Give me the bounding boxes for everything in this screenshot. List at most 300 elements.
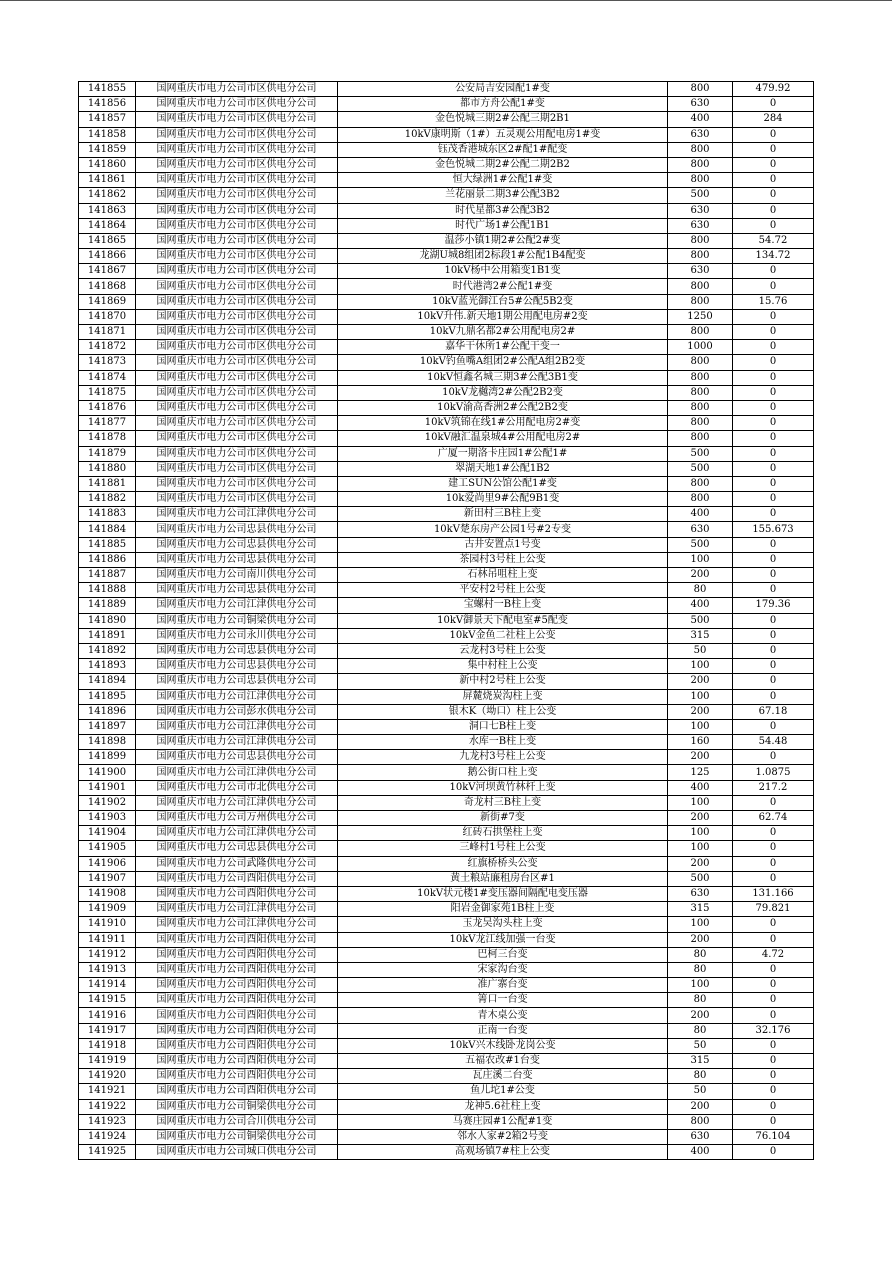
table-row [79, 416, 814, 431]
table-row [79, 309, 814, 324]
capacity-cell: 80 [668, 1069, 733, 1084]
transformer-name-cell: 广厦一期洛卡庄园1#公配1# [338, 446, 668, 461]
company-cell: 国网重庆市电力公司市区供电分公司 [136, 264, 338, 279]
transformer-name-cell: 嘉华干休所1#公配干变一 [338, 340, 668, 355]
row-id-cell: 141909 [79, 902, 136, 917]
capacity-cell: 630 [668, 886, 733, 901]
value-cell: 0 [733, 932, 814, 947]
capacity-cell: 200 [668, 704, 733, 719]
company-cell: 国网重庆市电力公司南川供电分公司 [136, 568, 338, 583]
transformer-name-cell: 正南一台变 [338, 1023, 668, 1038]
row-id-cell: 141889 [79, 598, 136, 613]
value-cell: 0 [733, 97, 814, 112]
capacity-cell: 400 [668, 598, 733, 613]
row-id-cell: 141921 [79, 1084, 136, 1099]
company-cell: 国网重庆市电力公司江津供电分公司 [136, 902, 338, 917]
table-row [79, 203, 814, 218]
table-row [79, 917, 814, 932]
transformer-name-cell: 10kV状元楼1#变压器间隔配电变压器 [338, 886, 668, 901]
table-row [79, 659, 814, 674]
value-cell: 62.74 [733, 811, 814, 826]
value-cell: 0 [733, 993, 814, 1008]
table-row [79, 826, 814, 841]
table-row [79, 142, 814, 157]
capacity-cell: 500 [668, 461, 733, 476]
transformer-name-cell: 10kV筑锦在线1#公用配电房2#变 [338, 416, 668, 431]
transformer-name-cell: 青木桌公变 [338, 1008, 668, 1023]
row-id-cell: 141898 [79, 735, 136, 750]
company-cell: 国网重庆市电力公司酉阳供电分公司 [136, 932, 338, 947]
capacity-cell: 200 [668, 750, 733, 765]
table-row [79, 279, 814, 294]
transformer-name-cell: 公安局吉安园配1#变 [338, 82, 668, 97]
company-cell: 国网重庆市电力公司铜梁供电分公司 [136, 613, 338, 628]
capacity-cell: 800 [668, 385, 733, 400]
table-row [79, 871, 814, 886]
capacity-cell: 200 [668, 932, 733, 947]
company-cell: 国网重庆市电力公司江津供电分公司 [136, 689, 338, 704]
capacity-cell: 800 [668, 82, 733, 97]
row-id-cell: 141859 [79, 142, 136, 157]
row-id-cell: 141901 [79, 780, 136, 795]
table-row [79, 385, 814, 400]
value-cell: 0 [733, 476, 814, 491]
row-id-cell: 141917 [79, 1023, 136, 1038]
transformer-name-cell: 10kV康明斯（1#）五灵观公用配电房1#变 [338, 127, 668, 142]
value-cell: 0 [733, 1145, 814, 1160]
capacity-cell: 200 [668, 1008, 733, 1023]
row-id-cell: 141873 [79, 355, 136, 370]
capacity-cell: 500 [668, 446, 733, 461]
value-cell: 0 [733, 416, 814, 431]
transformer-name-cell: 时代广场1#公配1B1 [338, 218, 668, 233]
value-cell: 0 [733, 643, 814, 658]
table-row [79, 355, 814, 370]
transformer-name-cell: 平安村2号柱上公变 [338, 583, 668, 598]
value-cell: 0 [733, 507, 814, 522]
table-row [79, 325, 814, 340]
row-id-cell: 141888 [79, 583, 136, 598]
capacity-cell: 500 [668, 613, 733, 628]
transformer-name-cell: 新中村2号柱上公变 [338, 674, 668, 689]
value-cell: 0 [733, 309, 814, 324]
row-id-cell: 141908 [79, 886, 136, 901]
row-id-cell: 141881 [79, 476, 136, 491]
value-cell: 0 [733, 1069, 814, 1084]
transformer-name-cell: 都市方舟公配1#变 [338, 97, 668, 112]
value-cell: 0 [733, 325, 814, 340]
capacity-cell: 500 [668, 871, 733, 886]
table-row [79, 978, 814, 993]
company-cell: 国网重庆市电力公司市区供电分公司 [136, 112, 338, 127]
transformer-name-cell: 鱼儿坨1#公变 [338, 1084, 668, 1099]
value-cell: 0 [733, 978, 814, 993]
capacity-cell: 100 [668, 917, 733, 932]
value-cell: 0 [733, 674, 814, 689]
transformer-name-cell: 马赛庄园#1公配#1变 [338, 1114, 668, 1129]
row-id-cell: 141886 [79, 552, 136, 567]
capacity-cell: 800 [668, 233, 733, 248]
company-cell: 国网重庆市电力公司市区供电分公司 [136, 476, 338, 491]
row-id-cell: 141907 [79, 871, 136, 886]
company-cell: 国网重庆市电力公司市区供电分公司 [136, 370, 338, 385]
table-row [79, 1023, 814, 1038]
company-cell: 国网重庆市电力公司市区供电分公司 [136, 431, 338, 446]
table-row [79, 1084, 814, 1099]
transformer-name-cell: 10kV杨中公用箱变1B1变 [338, 264, 668, 279]
table-row [79, 1054, 814, 1069]
capacity-cell: 800 [668, 249, 733, 264]
row-id-cell: 141911 [79, 932, 136, 947]
capacity-cell: 630 [668, 203, 733, 218]
table-row [79, 947, 814, 962]
transformer-name-cell: 10kV御景天下配电室#5配变 [338, 613, 668, 628]
capacity-cell: 200 [668, 856, 733, 871]
company-cell: 国网重庆市电力公司酉阳供电分公司 [136, 1023, 338, 1038]
company-cell: 国网重庆市电力公司市区供电分公司 [136, 97, 338, 112]
table-row [79, 856, 814, 871]
row-id-cell: 141895 [79, 689, 136, 704]
transformer-name-cell: 10kV九鼎名都2#公用配电房2# [338, 325, 668, 340]
capacity-cell: 315 [668, 1054, 733, 1069]
value-cell: 0 [733, 628, 814, 643]
table-row [79, 173, 814, 188]
table-row [79, 264, 814, 279]
transformer-name-cell: 水库一B柱上变 [338, 735, 668, 750]
company-cell: 国网重庆市电力公司酉阳供电分公司 [136, 871, 338, 886]
transformer-name-cell: 钰茂香港城东区2#配1#配变 [338, 142, 668, 157]
value-cell: 284 [733, 112, 814, 127]
value-cell: 0 [733, 264, 814, 279]
row-id-cell: 141882 [79, 492, 136, 507]
value-cell: 0 [733, 917, 814, 932]
transformer-name-cell: 云龙村3号柱上公变 [338, 643, 668, 658]
value-cell: 0 [733, 795, 814, 810]
capacity-cell: 1000 [668, 340, 733, 355]
company-cell: 国网重庆市电力公司市区供电分公司 [136, 233, 338, 248]
table-row [79, 370, 814, 385]
value-cell: 0 [733, 1114, 814, 1129]
row-id-cell: 141906 [79, 856, 136, 871]
company-cell: 国网重庆市电力公司市区供电分公司 [136, 203, 338, 218]
company-cell: 国网重庆市电力公司酉阳供电分公司 [136, 1038, 338, 1053]
table-row [79, 735, 814, 750]
row-id-cell: 141879 [79, 446, 136, 461]
capacity-cell: 800 [668, 476, 733, 491]
capacity-cell: 100 [668, 719, 733, 734]
transformer-name-cell: 10kV升伟.新天地1期公用配电房#2变 [338, 309, 668, 324]
value-cell: 0 [733, 1038, 814, 1053]
row-id-cell: 141869 [79, 294, 136, 309]
company-cell: 国网重庆市电力公司城口供电分公司 [136, 1145, 338, 1160]
row-id-cell: 141864 [79, 218, 136, 233]
value-cell: 179.36 [733, 598, 814, 613]
table-row [79, 446, 814, 461]
transformer-name-cell: 五福农改#1台变 [338, 1054, 668, 1069]
transformer-name-cell: 三峰村1号柱上公变 [338, 841, 668, 856]
value-cell: 0 [733, 142, 814, 157]
transformer-name-cell: 龙湖U城8组团2标段1#公配1B4配变 [338, 249, 668, 264]
row-id-cell: 141866 [79, 249, 136, 264]
row-id-cell: 141920 [79, 1069, 136, 1084]
transformer-name-cell: 10kV融汇温泉城4#公用配电房2# [338, 431, 668, 446]
transformer-name-cell: 玉龙吴沟头柱上变 [338, 917, 668, 932]
value-cell: 0 [733, 1099, 814, 1114]
table-row [79, 993, 814, 1008]
table-row [79, 294, 814, 309]
table-row [79, 628, 814, 643]
table-row [79, 1145, 814, 1160]
company-cell: 国网重庆市电力公司忠县供电分公司 [136, 537, 338, 552]
value-cell: 0 [733, 552, 814, 567]
company-cell: 国网重庆市电力公司忠县供电分公司 [136, 750, 338, 765]
transformer-name-cell: 红旗桥桥头公变 [338, 856, 668, 871]
company-cell: 国网重庆市电力公司市区供电分公司 [136, 294, 338, 309]
company-cell: 国网重庆市电力公司市区供电分公司 [136, 400, 338, 415]
capacity-cell: 630 [668, 218, 733, 233]
value-cell: 0 [733, 689, 814, 704]
table-row [79, 522, 814, 537]
value-cell: 0 [733, 385, 814, 400]
capacity-cell: 800 [668, 157, 733, 172]
table-row [79, 1038, 814, 1053]
table-row [79, 902, 814, 917]
row-id-cell: 141862 [79, 188, 136, 203]
value-cell: 0 [733, 370, 814, 385]
table-row [79, 218, 814, 233]
value-cell: 0 [733, 826, 814, 841]
table-row [79, 492, 814, 507]
value-cell: 79.821 [733, 902, 814, 917]
transformer-name-cell: 宝螺村一B柱上变 [338, 598, 668, 613]
company-cell: 国网重庆市电力公司江津供电分公司 [136, 917, 338, 932]
company-cell: 国网重庆市电力公司市区供电分公司 [136, 82, 338, 97]
capacity-cell: 100 [668, 978, 733, 993]
row-id-cell: 141893 [79, 659, 136, 674]
transformer-name-cell: 鹅公街口柱上变 [338, 765, 668, 780]
capacity-cell: 100 [668, 841, 733, 856]
capacity-cell: 500 [668, 537, 733, 552]
value-cell: 0 [733, 583, 814, 598]
row-id-cell: 141875 [79, 385, 136, 400]
capacity-cell: 80 [668, 947, 733, 962]
transformer-name-cell: 屏麓烧炭沟柱上变 [338, 689, 668, 704]
row-id-cell: 141925 [79, 1145, 136, 1160]
value-cell: 131.166 [733, 886, 814, 901]
capacity-cell: 800 [668, 173, 733, 188]
table-row [79, 97, 814, 112]
transformer-name-cell: 温莎小镇1期2#公配2#变 [338, 233, 668, 248]
capacity-cell: 800 [668, 370, 733, 385]
capacity-cell: 800 [668, 1114, 733, 1129]
capacity-cell: 315 [668, 902, 733, 917]
row-id-cell: 141858 [79, 127, 136, 142]
row-id-cell: 141884 [79, 522, 136, 537]
company-cell: 国网重庆市电力公司忠县供电分公司 [136, 583, 338, 598]
value-cell: 0 [733, 157, 814, 172]
capacity-cell: 100 [668, 689, 733, 704]
company-cell: 国网重庆市电力公司忠县供电分公司 [136, 841, 338, 856]
value-cell: 479.92 [733, 82, 814, 97]
capacity-cell: 400 [668, 112, 733, 127]
capacity-cell: 500 [668, 188, 733, 203]
value-cell: 0 [733, 461, 814, 476]
row-id-cell: 141856 [79, 97, 136, 112]
transformer-name-cell: 10kV龙樾湾2#公配2B2变 [338, 385, 668, 400]
company-cell: 国网重庆市电力公司酉阳供电分公司 [136, 1054, 338, 1069]
transformer-name-cell: 集中村柱上公变 [338, 659, 668, 674]
company-cell: 国网重庆市电力公司武隆供电分公司 [136, 856, 338, 871]
table-row [79, 1114, 814, 1129]
transformer-name-cell: 黄土粮站廉租房台区#1 [338, 871, 668, 886]
company-cell: 国网重庆市电力公司江津供电分公司 [136, 507, 338, 522]
row-id-cell: 141923 [79, 1114, 136, 1129]
transformer-name-cell: 银木K（坳口）柱上公变 [338, 704, 668, 719]
value-cell: 0 [733, 446, 814, 461]
capacity-cell: 100 [668, 659, 733, 674]
value-cell: 0 [733, 613, 814, 628]
capacity-cell: 800 [668, 279, 733, 294]
value-cell: 134.72 [733, 249, 814, 264]
capacity-cell: 160 [668, 735, 733, 750]
company-cell: 国网重庆市电力公司合川供电分公司 [136, 1114, 338, 1129]
transformer-name-cell: 九龙村3号柱上公变 [338, 750, 668, 765]
value-cell: 0 [733, 279, 814, 294]
capacity-cell: 800 [668, 492, 733, 507]
company-cell: 国网重庆市电力公司江津供电分公司 [136, 826, 338, 841]
row-id-cell: 141887 [79, 568, 136, 583]
row-id-cell: 141903 [79, 811, 136, 826]
transformer-name-cell: 洞口七B柱上变 [338, 719, 668, 734]
row-id-cell: 141924 [79, 1129, 136, 1144]
value-cell: 0 [733, 173, 814, 188]
row-id-cell: 141861 [79, 173, 136, 188]
row-id-cell: 141865 [79, 233, 136, 248]
row-id-cell: 141868 [79, 279, 136, 294]
table-body [79, 82, 814, 1160]
capacity-cell: 50 [668, 1038, 733, 1053]
value-cell: 0 [733, 431, 814, 446]
company-cell: 国网重庆市电力公司忠县供电分公司 [136, 659, 338, 674]
company-cell: 国网重庆市电力公司市北供电分公司 [136, 780, 338, 795]
table-row [79, 552, 814, 567]
transformer-name-cell: 10kV金鱼二社柱上公变 [338, 628, 668, 643]
value-cell: 0 [733, 492, 814, 507]
capacity-cell: 100 [668, 552, 733, 567]
company-cell: 国网重庆市电力公司市区供电分公司 [136, 309, 338, 324]
table-row [79, 598, 814, 613]
row-id-cell: 141877 [79, 416, 136, 431]
transformer-name-cell: 10kV河坝黄竹林杆上变 [338, 780, 668, 795]
transformer-name-cell: 龙神5.6社柱上变 [338, 1099, 668, 1114]
value-cell: 15.76 [733, 294, 814, 309]
table-row [79, 568, 814, 583]
company-cell: 国网重庆市电力公司市区供电分公司 [136, 416, 338, 431]
transformer-name-cell: 10kV龙江线加强一台变 [338, 932, 668, 947]
transformer-name-cell: 时代星都3#公配3B2 [338, 203, 668, 218]
capacity-cell: 800 [668, 355, 733, 370]
row-id-cell: 141874 [79, 370, 136, 385]
company-cell: 国网重庆市电力公司忠县供电分公司 [136, 643, 338, 658]
transformer-name-cell: 茶园村3号柱上公变 [338, 552, 668, 567]
table-row [79, 780, 814, 795]
transformer-name-cell: 金色悦城三期2#公配三期2B1 [338, 112, 668, 127]
row-id-cell: 141899 [79, 750, 136, 765]
table-row [79, 461, 814, 476]
capacity-cell: 80 [668, 993, 733, 1008]
transformer-name-cell: 红砖石拱堡柱上变 [338, 826, 668, 841]
company-cell: 国网重庆市电力公司酉阳供电分公司 [136, 1084, 338, 1099]
value-cell: 155.673 [733, 522, 814, 537]
company-cell: 国网重庆市电力公司万州供电分公司 [136, 811, 338, 826]
company-cell: 国网重庆市电力公司酉阳供电分公司 [136, 978, 338, 993]
table-row [79, 795, 814, 810]
value-cell: 0 [733, 400, 814, 415]
company-cell: 国网重庆市电力公司市区供电分公司 [136, 325, 338, 340]
row-id-cell: 141863 [79, 203, 136, 218]
capacity-cell: 80 [668, 1023, 733, 1038]
row-id-cell: 141870 [79, 309, 136, 324]
row-id-cell: 141900 [79, 765, 136, 780]
row-id-cell: 141892 [79, 643, 136, 658]
capacity-cell: 125 [668, 765, 733, 780]
table-row [79, 188, 814, 203]
capacity-cell: 800 [668, 294, 733, 309]
transformer-name-cell: 金色悦城二期2#公配二期2B2 [338, 157, 668, 172]
transformer-name-cell: 准广寨台变 [338, 978, 668, 993]
capacity-cell: 630 [668, 264, 733, 279]
row-id-cell: 141878 [79, 431, 136, 446]
row-id-cell: 141867 [79, 264, 136, 279]
table-row [79, 583, 814, 598]
company-cell: 国网重庆市电力公司市区供电分公司 [136, 446, 338, 461]
row-id-cell: 141855 [79, 82, 136, 97]
capacity-cell: 50 [668, 1084, 733, 1099]
table-row [79, 1129, 814, 1144]
table-row [79, 689, 814, 704]
row-id-cell: 141919 [79, 1054, 136, 1069]
table-row [79, 157, 814, 172]
transformer-name-cell: 石林吊咀柱上变 [338, 568, 668, 583]
transformer-name-cell: 建工SUN公馆公配1#变 [338, 476, 668, 491]
transformer-table [78, 81, 814, 1160]
capacity-cell: 630 [668, 127, 733, 142]
value-cell: 0 [733, 856, 814, 871]
table-row [79, 127, 814, 142]
table-row [79, 233, 814, 248]
company-cell: 国网重庆市电力公司忠县供电分公司 [136, 522, 338, 537]
capacity-cell: 50 [668, 643, 733, 658]
capacity-cell: 200 [668, 568, 733, 583]
company-cell: 国网重庆市电力公司永川供电分公司 [136, 628, 338, 643]
row-id-cell: 141872 [79, 340, 136, 355]
capacity-cell: 800 [668, 400, 733, 415]
capacity-cell: 800 [668, 142, 733, 157]
value-cell: 0 [733, 127, 814, 142]
table-row [79, 112, 814, 127]
value-cell: 0 [733, 1054, 814, 1069]
capacity-cell: 630 [668, 522, 733, 537]
value-cell: 54.48 [733, 735, 814, 750]
company-cell: 国网重庆市电力公司市区供电分公司 [136, 340, 338, 355]
company-cell: 国网重庆市电力公司忠县供电分公司 [136, 674, 338, 689]
transformer-name-cell: 邻水人家#2箱2号变 [338, 1129, 668, 1144]
value-cell: 0 [733, 340, 814, 355]
capacity-cell: 100 [668, 795, 733, 810]
row-id-cell: 141902 [79, 795, 136, 810]
company-cell: 国网重庆市电力公司江津供电分公司 [136, 719, 338, 734]
table-row [79, 400, 814, 415]
